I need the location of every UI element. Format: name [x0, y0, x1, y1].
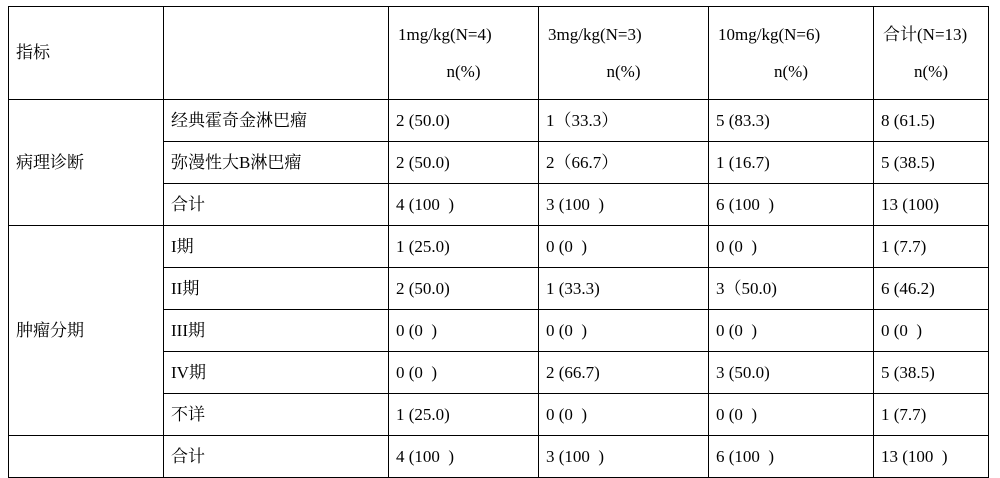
cell-value: 0 (0 )	[874, 310, 989, 352]
group-label-empty	[9, 436, 164, 478]
table-header-row	[9, 7, 989, 100]
cell-value: 2 (50.0)	[389, 142, 539, 184]
header-index-label: 指标	[9, 7, 164, 100]
table-row	[9, 100, 989, 142]
cell-value: 3 (100 )	[539, 436, 709, 478]
cell-value: 3 (50.0)	[709, 352, 874, 394]
cell-value: 6 (46.2)	[874, 268, 989, 310]
row-label: 弥漫性大B淋巴瘤	[164, 142, 389, 184]
row-label: 经典霍奇金淋巴瘤	[164, 100, 389, 142]
cell-value: 0 (0 )	[539, 310, 709, 352]
table-row	[9, 226, 989, 268]
header-col-1-title: 1mg/kg(N=4)	[398, 24, 492, 44]
statistics-table	[8, 6, 989, 478]
row-label: II期	[164, 268, 389, 310]
row-label: IV期	[164, 352, 389, 394]
header-col-4-title: 合计(N=13)	[883, 24, 968, 44]
cell-value: 1 (7.7)	[874, 226, 989, 268]
header-col-3	[709, 7, 874, 100]
cell-value: 6 (100 )	[709, 436, 874, 478]
header-col-4	[874, 7, 989, 100]
cell-value: 1 (25.0)	[389, 394, 539, 436]
cell-value: 2 (66.7)	[539, 352, 709, 394]
cell-value: 13 (100 )	[874, 436, 989, 478]
cell-value: 5 (38.5)	[874, 352, 989, 394]
cell-value: 2（66.7）	[539, 142, 709, 184]
row-label: 合计	[164, 436, 389, 478]
header-col-1	[389, 7, 539, 100]
cell-value: 2 (50.0)	[389, 268, 539, 310]
cell-value: 1 (33.3)	[539, 268, 709, 310]
header-blank-cell	[164, 7, 389, 100]
cell-value: 0 (0 )	[709, 226, 874, 268]
header-col-3-sub: n(%)	[774, 62, 808, 81]
cell-value: 0 (0 )	[389, 352, 539, 394]
cell-value: 0 (0 )	[709, 310, 874, 352]
cell-value: 3（50.0)	[709, 268, 874, 310]
cell-value: 1 (25.0)	[389, 226, 539, 268]
cell-value: 4 (100 )	[389, 436, 539, 478]
header-col-3-title: 10mg/kg(N=6)	[718, 24, 821, 44]
header-col-2	[539, 7, 709, 100]
cell-value: 1（33.3）	[539, 100, 709, 142]
header-col-2-title: 3mg/kg(N=3)	[548, 24, 642, 44]
table-row-total	[9, 436, 989, 478]
cell-value: 0 (0 )	[709, 394, 874, 436]
cell-value: 5 (83.3)	[709, 100, 874, 142]
cell-value: 4 (100 )	[389, 184, 539, 226]
document-page	[0, 6, 1000, 466]
cell-value: 5 (38.5)	[874, 142, 989, 184]
cell-value: 8 (61.5)	[874, 100, 989, 142]
group-label-pathology: 病理诊断	[9, 100, 164, 226]
group-label-tumor-stage: 肿瘤分期	[9, 226, 164, 436]
cell-value: 0 (0 )	[539, 394, 709, 436]
header-col-1-sub: n(%)	[446, 62, 481, 81]
cell-value: 2 (50.0)	[389, 100, 539, 142]
cell-value: 3 (100 )	[539, 184, 709, 226]
cell-value: 13 (100)	[874, 184, 989, 226]
row-label: 合计	[164, 184, 389, 226]
row-label: 不详	[164, 394, 389, 436]
row-label: III期	[164, 310, 389, 352]
header-col-2-sub: n(%)	[606, 62, 641, 81]
cell-value: 0 (0 )	[539, 226, 709, 268]
cell-value: 6 (100 )	[709, 184, 874, 226]
header-col-4-sub: n(%)	[914, 62, 948, 81]
cell-value: 1 (16.7)	[709, 142, 874, 184]
cell-value: 0 (0 )	[389, 310, 539, 352]
row-label: I期	[164, 226, 389, 268]
cell-value: 1 (7.7)	[874, 394, 989, 436]
